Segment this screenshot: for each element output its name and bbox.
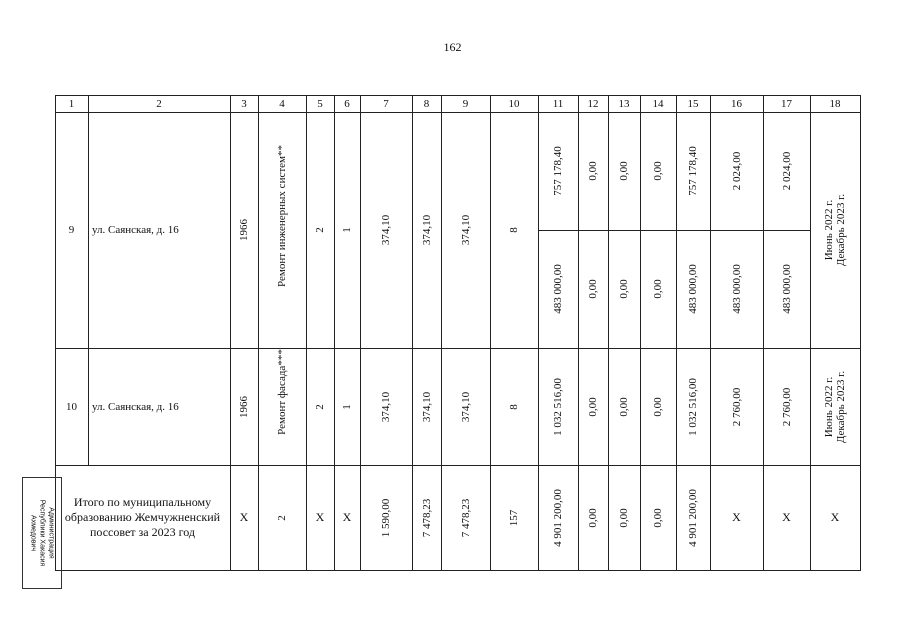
- period-cell-text: [823, 194, 847, 266]
- amount-bottom-c17: [763, 230, 810, 348]
- amount-bottom-c17-text: 483 000,00: [780, 264, 793, 314]
- col8-cell: [412, 112, 441, 348]
- total-c15-text: 4 901 200,00: [687, 488, 699, 547]
- amount-top-c14: [640, 112, 676, 230]
- row10-c7-cell-text: 374,10: [380, 391, 392, 422]
- col10-cell: [490, 112, 538, 348]
- total-c12: [578, 465, 608, 570]
- column-header-13: 13: [618, 97, 630, 110]
- total-c10-text: 157: [508, 509, 520, 526]
- period-line: Декабрь 2023 г.: [835, 193, 847, 267]
- amount-top-c11: [538, 112, 578, 230]
- column-border: [860, 95, 861, 571]
- column-header-1: 1: [68, 97, 75, 110]
- row10-c10-cell: [490, 348, 538, 465]
- period-line: Июнь 2022 г.: [823, 199, 835, 261]
- registration-stamp: [22, 477, 62, 589]
- amount-top-c13-text: 0,00: [618, 161, 630, 181]
- col5-cell: [306, 112, 334, 348]
- row10-c15-cell: [676, 348, 710, 465]
- amount-bottom-c14: [640, 230, 676, 348]
- total-c7: [360, 465, 412, 570]
- row-number: 10: [66, 400, 77, 413]
- total-c10: [490, 465, 538, 570]
- total-c11: [538, 465, 578, 570]
- col9-cell-text: 374,10: [459, 214, 472, 246]
- period-line: Декабрь 2023 г.: [835, 370, 847, 443]
- row10-c5-cell: [306, 348, 334, 465]
- amount-bottom-c11-text: 483 000,00: [552, 264, 564, 314]
- row10-c16-cell-text: 2 760,00: [730, 387, 743, 426]
- total-c9: [441, 465, 490, 570]
- amount-top-c15: [676, 112, 710, 230]
- year-cell-text: 1966: [238, 219, 250, 241]
- work-type-cell-text: Ремонт инженерных систем**: [276, 144, 288, 287]
- address-cell: ул. Саянская, д. 16: [92, 400, 179, 413]
- stamp-line: Администрация: [47, 507, 55, 559]
- row10-c9-cell: [441, 348, 490, 465]
- row10-c8-cell-text: 374,10: [420, 391, 433, 422]
- row-border: [55, 570, 861, 571]
- total-c12-text: 0,00: [587, 507, 599, 528]
- row10-c8-cell: [412, 348, 441, 465]
- stamp-text: [29, 500, 56, 567]
- column-header-14: 14: [652, 97, 664, 110]
- column-header-17: 17: [781, 97, 792, 110]
- amount-top-c14-text: 0,00: [652, 161, 664, 181]
- column-header-2: 2: [156, 97, 162, 110]
- total-c13-text: 0,00: [618, 507, 630, 528]
- column-header-6: 6: [344, 97, 350, 110]
- row10-c11-cell: [538, 348, 578, 465]
- period-line: Июнь 2022 г.: [823, 376, 835, 437]
- amount-bottom-c15-text: 483 000,00: [687, 264, 699, 314]
- row10-c6-cell: [334, 348, 360, 465]
- work-type-cell-text: Ремонт фасада***: [276, 349, 288, 436]
- column-header-3: 3: [241, 97, 247, 110]
- row10-c9-cell-text: 374,10: [459, 391, 472, 422]
- amount-top-c16: [710, 112, 763, 230]
- row10-c6-cell-text: 1: [341, 403, 353, 410]
- total-col4: [258, 465, 306, 570]
- total-c14: [640, 465, 676, 570]
- amount-bottom-c15: [676, 230, 710, 348]
- year-cell-text: 1966: [238, 395, 250, 418]
- row-number: 9: [68, 224, 75, 236]
- column-header-15: 15: [687, 97, 699, 110]
- row10-c14-cell-text: 0,00: [652, 396, 664, 417]
- row10-c12-cell-text: 0,00: [587, 396, 599, 417]
- row10-c16-cell: [710, 348, 763, 465]
- year-cell: [230, 348, 258, 465]
- total-c15: [676, 465, 710, 570]
- column-header-9: 9: [462, 97, 469, 110]
- column-header-18: 18: [829, 97, 841, 110]
- amount-bottom-c13-text: 0,00: [618, 279, 630, 299]
- amount-bottom-c11: [538, 230, 578, 348]
- amount-bottom-c12-text: 0,00: [587, 279, 599, 299]
- total-col5: X: [315, 510, 325, 524]
- column-header-11: 11: [552, 97, 564, 110]
- total-label: Итого по муниципальному образованию Жемчужненский поссовет за 2023 год: [64, 495, 221, 539]
- total-c7-text: 1 590,00: [380, 498, 392, 537]
- total-c8: [412, 465, 441, 570]
- row10-c14-cell: [640, 348, 676, 465]
- column-header-7: 7: [383, 97, 389, 110]
- row10-c5-cell-text: 2: [314, 403, 326, 410]
- total-c11-text: 4 901 200,00: [552, 488, 564, 547]
- amount-bottom-c16-text: 483 000,00: [730, 264, 743, 314]
- amount-top-c13: [608, 112, 640, 230]
- column-header-8: 8: [423, 97, 430, 110]
- address-cell: ул. Саянская, д. 16: [92, 224, 179, 236]
- work-type-cell: [258, 112, 306, 348]
- row10-c7-cell: [360, 348, 412, 465]
- amount-bottom-c14-text: 0,00: [652, 279, 664, 299]
- amount-top-c11-text: 757 178,40: [552, 146, 564, 196]
- column-header-5: 5: [317, 97, 323, 110]
- column-header-16: 16: [731, 97, 742, 110]
- col6-cell: [334, 112, 360, 348]
- total-c9-text: 7 478,23: [459, 498, 472, 537]
- period-cell: [810, 112, 860, 348]
- amount-top-c17: [763, 112, 810, 230]
- col10-cell-text: 8: [508, 227, 520, 233]
- page-number: 162: [443, 40, 462, 54]
- period-cell: [810, 348, 860, 465]
- row10-c15-cell-text: 1 032 516,00: [687, 377, 699, 436]
- amount-bottom-c13: [608, 230, 640, 348]
- column-header-4: 4: [279, 97, 285, 110]
- work-type-cell: [258, 348, 306, 465]
- row10-c10-cell-text: 8: [508, 403, 520, 410]
- column-header-10: 10: [508, 97, 520, 110]
- stamp-line: Ахмедович: [29, 515, 37, 551]
- total-c14-text: 0,00: [652, 507, 664, 528]
- total-col3: X: [239, 510, 249, 524]
- row10-c17-cell-text: 2 760,00: [780, 387, 793, 426]
- amount-top-c12: [578, 112, 608, 230]
- total-col17: X: [782, 510, 791, 524]
- row10-c11-cell-text: 1 032 516,00: [552, 377, 564, 436]
- amount-bottom-c16: [710, 230, 763, 348]
- total-c13: [608, 465, 640, 570]
- column-header-12: 12: [587, 97, 599, 110]
- year-cell: [230, 112, 258, 348]
- amount-top-c12-text: 0,00: [587, 161, 599, 181]
- row10-c13-cell: [608, 348, 640, 465]
- total-col18: X: [830, 510, 840, 524]
- col6-cell-text: 1: [341, 227, 353, 233]
- row10-c13-cell-text: 0,00: [618, 396, 630, 417]
- amount-bottom-c12: [578, 230, 608, 348]
- amount-top-c16-text: 2 024,00: [730, 151, 743, 191]
- col7-cell-text: 374,10: [380, 214, 392, 246]
- amount-top-c15-text: 757 178,40: [687, 146, 699, 196]
- total-col16: X: [732, 510, 741, 524]
- total-c8-text: 7 478,23: [420, 498, 433, 537]
- col8-cell-text: 374,10: [420, 214, 433, 246]
- period-cell-text: [823, 370, 847, 442]
- col9-cell: [441, 112, 490, 348]
- amount-top-c17-text: 2 024,00: [780, 151, 793, 191]
- row10-c17-cell: [763, 348, 810, 465]
- row10-c12-cell: [578, 348, 608, 465]
- col7-cell: [360, 112, 412, 348]
- total-col6: X: [342, 510, 352, 524]
- stamp-line: Республики Хакасия: [38, 499, 46, 567]
- total-col4-text: 2: [276, 514, 288, 521]
- col5-cell-text: 2: [314, 227, 326, 233]
